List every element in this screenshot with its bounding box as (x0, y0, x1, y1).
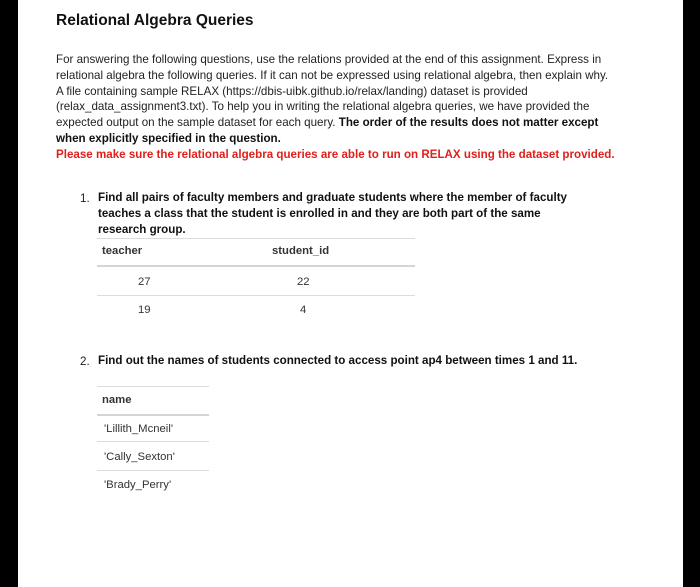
table-2-top-rule (97, 386, 209, 387)
table-1-row-rule (97, 295, 415, 296)
table-1-header-student-id: student_id (272, 245, 330, 257)
intro-text: For answering the following questions, use the relations provided at the end of this assignment. Express in relational algebra the following queries. If it can not be expressed using relational algebra, then explain why. A file containing sample RELAX (https://dbis-uibk.github.io/relax/landing) dataset is provided (relax_data_assignment3.txt). To help you in writing the relational algebra queries, we have provided the expected output on the sample dataset for each query. (56, 53, 609, 130)
table-1-header-teacher: teacher (102, 245, 143, 257)
table-1-cell: 4 (300, 304, 307, 316)
question-1-text: Find all pairs of faculty members and graduate students where the member of faculty teaches a class that the student is enrolled in and they are both part of the same research group. (98, 191, 568, 237)
table-1-cell: 19 (138, 304, 151, 316)
table-2-header-name: name (102, 394, 132, 406)
page-title: Relational Algebra Queries (56, 12, 254, 29)
table-2-cell: 'Cally_Sexton' (104, 451, 175, 463)
table-1-cell: 22 (297, 276, 310, 288)
question-2-number: 2. (80, 355, 90, 368)
intro-paragraph (56, 52, 616, 163)
question-1-number: 1. (80, 192, 90, 205)
table-1-header-rule (97, 265, 415, 267)
intro-order-note: The order of the results does not matter except when explicitly specified in the question. (56, 116, 599, 145)
table-2-cell: 'Lillith_Mcneil' (104, 423, 173, 435)
table-2-header-rule (97, 414, 209, 416)
table-1-cell: 27 (138, 276, 151, 288)
intro-warning: Please make sure the relational algebra queries are able to run on RELAX using the dataset provided. (56, 147, 615, 161)
question-2-text: Find out the names of students connected to access point ap4 between times 1 and 11. (98, 354, 578, 367)
document-page (18, 0, 683, 587)
table-2-row-rule (97, 470, 209, 471)
table-2-cell: 'Brady_Perry' (104, 479, 172, 491)
table-2-row-rule (97, 441, 209, 442)
table-1-top-rule (97, 238, 415, 239)
